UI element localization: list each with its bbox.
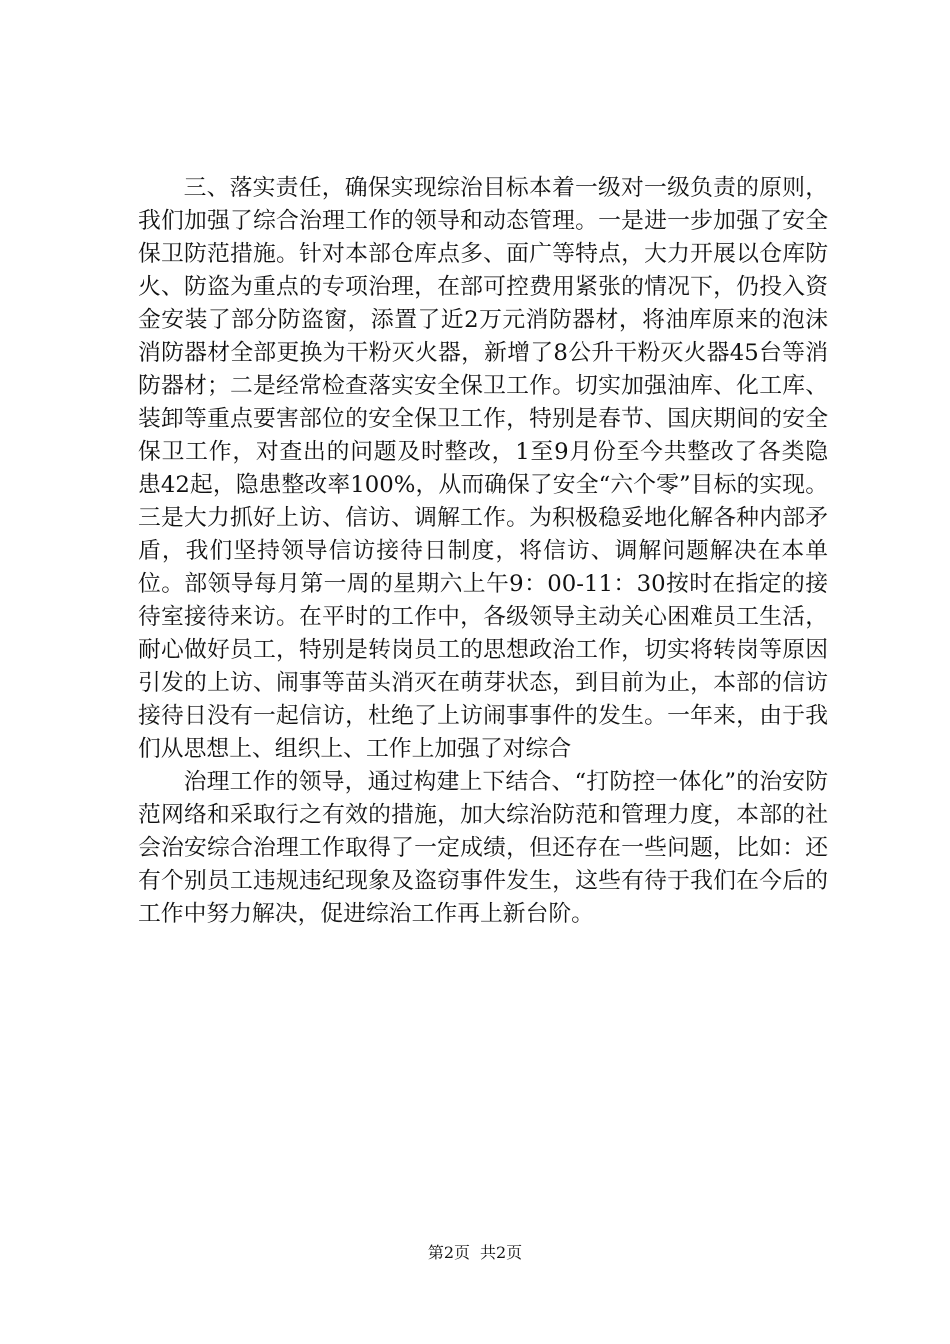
paragraph-1: 三、落实责任，确保实现综治目标本着一级对一级负责的原则，我们加强了综合治理工作的领导和动态管理。一是进一步加强了安全保卫防范措施。针对本部仓库点多、面广等特点，大力开展以仓库防火、防盗为重点的专项治理，在部可控费用紧张的情况下，仍投入资金安装了部分防盗窗，添置了近2万元消防器材，将油库原来的泡沫消防器材全部更换为干粉灭火器，新增了8公升干粉灭火器45台等消防器材；二是经常检查落实安全保卫工作。切实加强油库、化工库、装卸等重点要害部位的安全保卫工作，特别是春节、国庆期间的安全保卫工作，对查出的问题及时整改，1至9月份至今共整改了各类隐患42起，隐患整改率100%，从而确保了安全“六个零”目标的实现。三是大力抓好上访、信访、调解工作。为积极稳妥地化解各种内部矛盾，我们坚持领导信访接待日制度，将信访、调解问题解决在本单位。部领导每月第一周的星期六上午9：00-11：30按时在指定的接待室接待来访。在平时的工作中，各级领导主动关心困难员工生活，耐心做好员工，特别是转岗员工的思想政治工作，切实将转岗等原因引发的上访、闹事等苗头消灭在萌芽状态，到目前为止，本部的信访接待日没有一起信访，杜绝了上访闹事事件的发生。一年来，由于我们从思想上、组织上、工作上加强了对综合 xyxy=(138,175,828,762)
document-body xyxy=(138,172,828,931)
page-number: 第2页 xyxy=(427,1243,470,1262)
page-total: 共2页 xyxy=(480,1243,523,1262)
paragraph-2: 治理工作的领导，通过构建上下结合、“打防控一体化”的治安防范网络和采取行之有效的措施，加大综治防范和管理力度，本部的社会治安综合治理工作取得了一定成绩，但还存在一些问题，比如：还有个别员工违规违纪现象及盗窃事件发生，这些有待于我们在今后的工作中努力解决，促进综治工作再上新台阶。 xyxy=(138,769,828,927)
page-footer xyxy=(0,1242,950,1264)
